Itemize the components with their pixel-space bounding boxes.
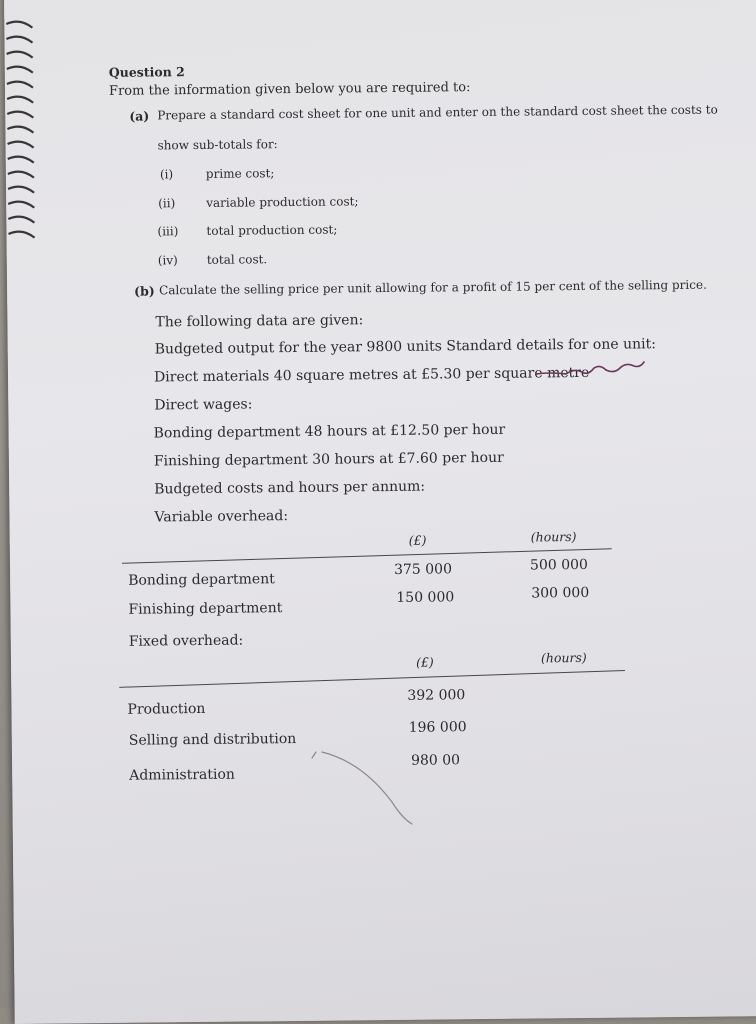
table-rule — [119, 670, 625, 688]
item-number: (ii) — [158, 196, 176, 211]
item-text: variable production cost; — [206, 194, 359, 210]
table-header-cost: (£) — [415, 654, 434, 670]
part-b-label: (b) — [134, 283, 155, 299]
budgeted-output-line: Budgeted output for the year 9800 units Standard details for one unit: — [154, 336, 657, 358]
table-cell-cost: 150 000 — [396, 589, 455, 606]
part-a-text-line1: Prepare a standard cost sheet for one unit and enter on the standard cost sheet the costs to — [157, 102, 718, 123]
table-row-label: Production — [127, 700, 206, 718]
direct-materials-line: Direct materials 40 square metres at £5.30 per square metre — [153, 364, 590, 386]
part-a-text-line2: show sub-totals for: — [157, 137, 278, 153]
table-cell-hours: 500 000 — [529, 556, 589, 574]
item-number: (iii) — [157, 224, 179, 239]
table-header-hours: (hours) — [530, 529, 577, 545]
table-row-label: Selling and distribution — [128, 730, 297, 749]
item-number: (i) — [159, 167, 174, 182]
table-row-label: Finishing department — [128, 600, 283, 618]
table-cell-cost: 196 000 — [408, 719, 467, 736]
table-header-cost: (£) — [408, 532, 427, 548]
variable-overhead-heading: Variable overhead: — [154, 508, 289, 526]
table-cell-cost: 392 000 — [407, 687, 466, 704]
spiral-binding-icon — [4, 0, 41, 294]
item-text: total production cost; — [206, 222, 338, 238]
part-b-text: Calculate the selling price per unit allowing for a profit of 15 per cent of the selling price. — [159, 277, 707, 298]
table-cell-cost: 375 000 — [393, 561, 453, 578]
table-header-hours: (hours) — [540, 649, 587, 666]
intro-text: From the information given below you are required to: — [108, 80, 471, 99]
worksheet-page — [4, 0, 756, 1024]
budgeted-costs-line: Budgeted costs and hours per annum: — [154, 478, 426, 498]
item-number: (iv) — [157, 253, 178, 268]
table-cell-hours: 300 000 — [531, 584, 590, 602]
question-heading: Question 2 — [108, 64, 185, 80]
finishing-wages-line: Finishing department 30 hours at £7.60 per hour — [153, 449, 504, 470]
fixed-overhead-heading: Fixed overhead: — [128, 632, 244, 650]
direct-wages-line: Direct wages: — [154, 396, 253, 414]
given-line: The following data are given: — [155, 312, 364, 331]
table-row-label: Administration — [129, 766, 235, 784]
table-row-label: Bonding department — [128, 571, 275, 589]
item-text: total cost. — [206, 252, 268, 267]
table-cell-cost: 980 00 — [410, 752, 461, 769]
item-text: prime cost; — [205, 166, 275, 181]
part-a-label: (a) — [129, 108, 150, 124]
bonding-wages-line: Bonding department 48 hours at £12.50 per hour — [153, 421, 506, 442]
